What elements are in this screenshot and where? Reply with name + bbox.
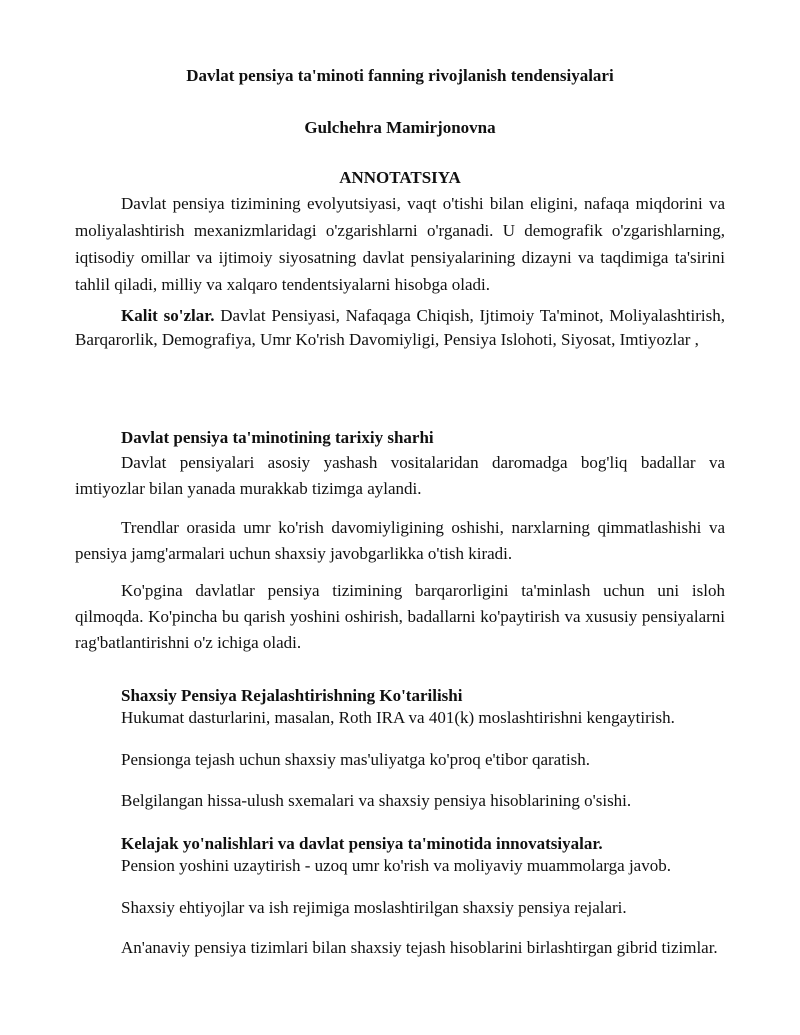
author-name: Gulchehra Mamirjonovna (304, 118, 496, 137)
section1-paragraph: Trendlar orasida umr ko'rish davomiyligining oshishi, narxlarning qimmatlashishi va pensiya jamg'armalari uchun shaxsiy javobgarlikka o'tish kiradi. (75, 518, 725, 563)
section3-heading: Kelajak yo'nalishlari va davlat pensiya ta'minotida innovatsiyalar. (121, 834, 603, 853)
section2-item: Pensionga tejash uchun shaxsiy mas'uliyatga ko'proq e'tibor qaratish. (121, 750, 591, 769)
document-title: Davlat pensiya ta'minoti fanning rivojlanish tendensiyalari (186, 66, 614, 85)
annotation-heading: ANNOTATSIYA (339, 168, 461, 187)
keywords-text: Davlat Pensiyasi, Nafaqaga Chiqish, Ijtimoiy Ta'minot, Moliyalashtirish, Barqarorlik, Demografiya, Umr Ko'rish Davomiyligi, Pensiya Islohoti, Siyosat, Imtiyozlar , (75, 306, 725, 349)
section1-heading: Davlat pensiya ta'minotining tarixiy sharhi (121, 428, 434, 447)
section3-item: An'anaviy pensiya tizimlari bilan shaxsiy tejash hisoblarini birlashtirgan gibrid tizimlar. (121, 938, 718, 957)
section2-item: Hukumat dasturlarini, masalan, Roth IRA va 401(k) moslashtirishni kengaytirish. (121, 708, 675, 727)
section3-item: Shaxsiy ehtiyojlar va ish rejimiga moslashtirilgan shaxsiy pensiya rejalari. (121, 898, 627, 917)
section3-item: Pension yoshini uzaytirish - uzoq umr ko'rish va moliyaviy muammolarga javob. (121, 856, 671, 875)
annotation-text: Davlat pensiya tizimining evolyutsiyasi, vaqt o'tishi bilan eligini, nafaqa miqdorini va moliyalashtirish mexanizmlaridagi o'zgarishlarni o'rganadi. U demografik o'zgarishlarning, iqtisodiy omillar va ijtimoiy siyosatning davlat pensiyalarining dizayni va taqdimiga ta'sirini tahlil qiladi, milliy va xalqaro tendentsiyalarni hisobga oladi. (75, 194, 725, 294)
keywords-paragraph (75, 304, 725, 352)
section2-item: Belgilangan hissa-ulush sxemalari va shaxsiy pensiya hisoblarining o'sishi. (121, 791, 632, 810)
section1-paragraph: Ko'pgina davlatlar pensiya tizimining barqarorligini ta'minlash uchun uni isloh qilmoqda. Ko'pincha bu qarish yoshini oshirish, badallarni ko'paytirish va xususiy pensiyalarni rag'batlantirishni o'z ichiga oladi. (75, 581, 725, 652)
section1-paragraph: Davlat pensiyalari asosiy yashash vositalaridan daromadga bog'liq badallar va imtiyozlar bilan yanada murakkab tizimga aylandi. (75, 453, 725, 498)
section2-heading: Shaxsiy Pensiya Rejalashtirishning Ko'tarilishi (121, 686, 463, 705)
keywords-label: Kalit so'zlar. (121, 306, 215, 325)
